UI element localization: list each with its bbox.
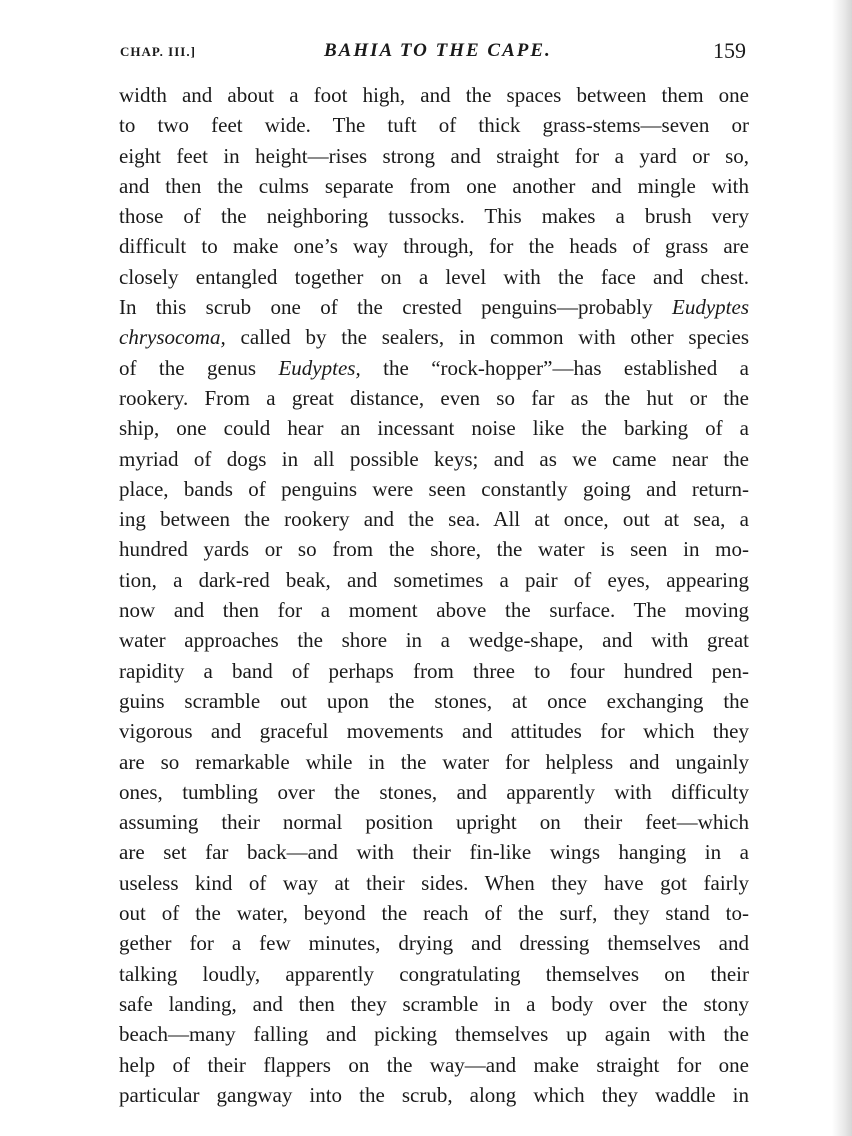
line-text: myriad of dogs in all possible keys; and as we came near the <box>119 446 749 471</box>
text-line <box>119 928 749 958</box>
text-line <box>119 716 749 746</box>
line-text: ones, tumbling over the stones, and apparently with difficulty <box>119 779 749 804</box>
line-text: In this scrub one of the crested penguins—probably <box>119 295 673 320</box>
line-text: useless kind of way at their sides. When they have got fairly <box>119 870 749 895</box>
text-line <box>119 565 749 595</box>
line-text: width and about a foot high, and the spaces between them one <box>119 83 749 107</box>
line-text: safe landing, and then they scramble in a body over the stony <box>119 991 749 1016</box>
text-line <box>119 777 749 807</box>
text-line <box>119 141 749 171</box>
line-text: are so remarkable while in the water for helpless and ungainly <box>119 749 749 774</box>
line-text: ship, one could hear an incessant noise like the barking of a <box>119 416 749 441</box>
text-line <box>119 837 749 867</box>
text-line <box>119 262 749 292</box>
line-text: of the genus <box>119 355 279 380</box>
page-edge-shadow <box>832 0 852 1136</box>
italic-text: Eudyptes, <box>278 355 361 380</box>
line-text: ing between the rookery and the sea. All at once, out at sea, a <box>119 507 749 532</box>
line-text: the “rock-hopper”—has established a <box>360 355 749 380</box>
chapter-label: CHAP. III.] <box>120 44 196 59</box>
line-text: eight feet in height—rises strong and straight for a yard or so, <box>119 143 749 168</box>
text-line <box>119 383 749 413</box>
italic-text: Eudyptes <box>672 295 749 320</box>
page-number: 159 <box>713 38 746 63</box>
line-text: to two feet wide. The tuft of thick grass-stems—seven or <box>119 113 749 138</box>
text-line <box>119 747 749 777</box>
text-line <box>119 656 749 686</box>
text-line <box>119 625 749 655</box>
text-line <box>119 171 749 201</box>
line-text: hundred yards or so from the shore, the water is seen in mo- <box>119 537 749 562</box>
line-text: guins scramble out upon the stones, at once exchanging the <box>119 688 749 713</box>
line-text: tion, a dark-red beak, and sometimes a pair of eyes, appearing <box>119 567 749 592</box>
body-text <box>119 80 749 1110</box>
text-line <box>119 989 749 1019</box>
text-line <box>119 595 749 625</box>
line-text: talking loudly, apparently congratulating themselves on their <box>119 961 749 986</box>
text-line <box>119 353 749 383</box>
line-text: called by the sealers, in common with other species <box>225 325 749 350</box>
line-text: those of the neighboring tussocks. This makes a brush very <box>119 204 749 229</box>
text-line <box>119 474 749 504</box>
text-line <box>119 959 749 989</box>
text-line <box>119 80 749 110</box>
line-text: gether for a few minutes, drying and dressing themselves and <box>119 931 749 956</box>
line-text: rookery. From a great distance, even so far as the hut or the <box>119 385 749 410</box>
line-text: help of their flappers on the way—and make straight for one <box>119 1052 749 1077</box>
line-text: particular gangway into the scrub, along which they waddle in <box>119 1082 749 1107</box>
text-line <box>119 201 749 231</box>
italic-text: chrysocoma, <box>119 325 226 350</box>
text-line <box>119 322 749 352</box>
line-text: beach—many falling and picking themselves up again with the <box>119 1022 749 1047</box>
text-line <box>119 534 749 564</box>
line-text: vigorous and graceful movements and attitudes for which they <box>119 719 749 744</box>
line-text: now and then for a moment above the surface. The moving <box>119 598 749 623</box>
text-line <box>119 1080 749 1110</box>
line-text: and then the culms separate from one another and mingle with <box>119 173 749 198</box>
line-text: assuming their normal position upright on their feet—which <box>119 810 749 835</box>
running-header <box>120 34 748 74</box>
text-line <box>119 1050 749 1080</box>
line-text: water approaches the shore in a wedge-shape, and with great <box>119 628 749 653</box>
line-text: rapidity a band of perhaps from three to four hundred pen- <box>119 658 749 683</box>
text-line <box>119 1019 749 1049</box>
running-title: BAHIA TO THE CAPE. <box>324 40 552 61</box>
line-text: closely entangled together on a level with the face and chest. <box>119 264 749 289</box>
text-line <box>119 868 749 898</box>
line-text: out of the water, beyond the reach of the surf, they stand to- <box>119 901 749 926</box>
text-line <box>119 686 749 716</box>
text-line <box>119 444 749 474</box>
text-line <box>119 292 749 322</box>
text-line <box>119 504 749 534</box>
line-text: difficult to make one’s way through, for the heads of grass are <box>119 234 749 259</box>
text-line <box>119 807 749 837</box>
text-line <box>119 413 749 443</box>
line-text: are set far back—and with their fin-like wings hanging in a <box>119 840 749 865</box>
text-line <box>119 898 749 928</box>
text-line <box>119 110 749 140</box>
line-text: place, bands of penguins were seen constantly going and return- <box>119 476 749 501</box>
text-line <box>119 231 749 261</box>
